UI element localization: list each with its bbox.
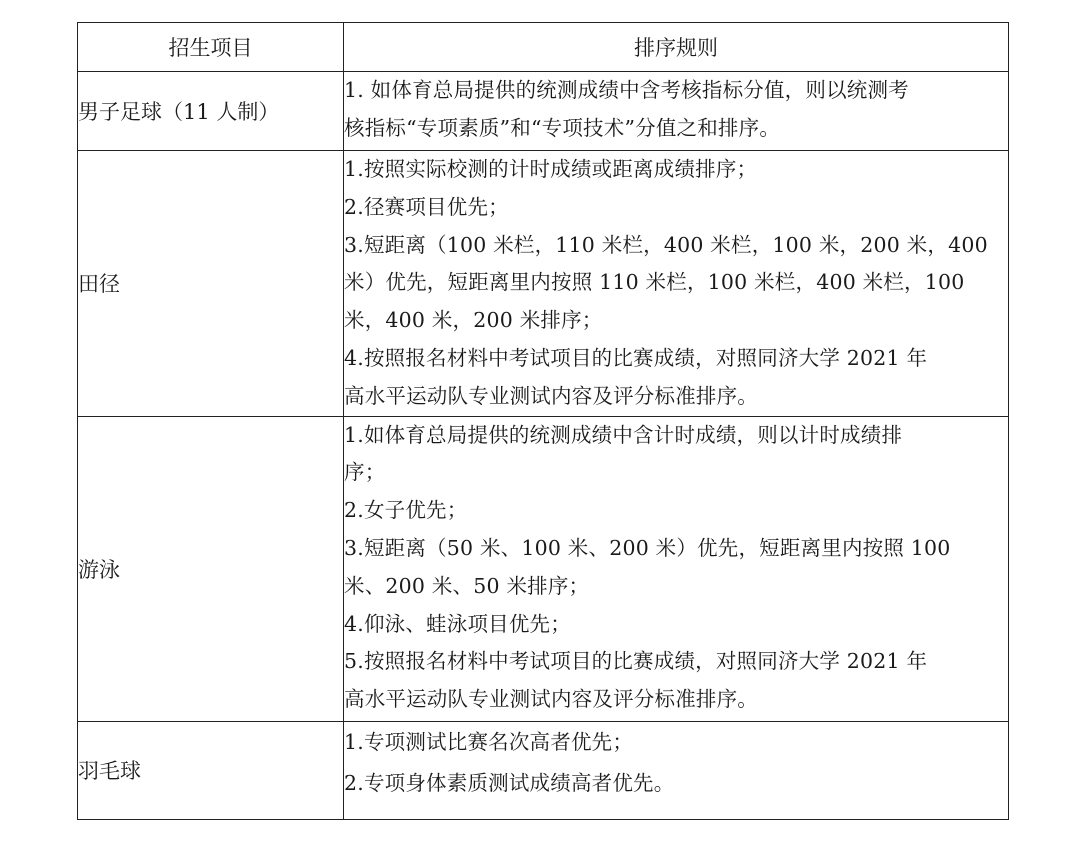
rule-line: 1.如体育总局提供的统测成绩中含计时成绩，则以计时成绩排 <box>344 422 903 447</box>
rule-line: 2.专项身体素质测试成绩高者优先。 <box>344 770 675 795</box>
rule-line: 3.短距离（100 米栏，110 米栏，400 米栏，100 米，200 米，400 <box>344 232 988 257</box>
rules-swimming <box>344 416 1009 721</box>
table-row <box>78 416 1009 721</box>
rule-line: 4.仰泳、蛙泳项目优先； <box>344 611 571 636</box>
table-row <box>78 151 1009 417</box>
header-project: 招生项目 <box>78 23 344 72</box>
rule-line: 1. 如体育总局提供的统测成绩中含考核指标分值，则以统测考 <box>344 78 909 102</box>
project-swimming: 游泳 <box>78 416 344 721</box>
header-ranking-rules: 排序规则 <box>344 23 1009 72</box>
table-row <box>78 72 1009 151</box>
rule-line: 2.女子优先； <box>344 498 468 523</box>
rules-football <box>344 72 1009 151</box>
project-football: 男子足球（11 人制） <box>78 72 344 151</box>
rule-line: 3.短距离（50 米、100 米、200 米）优先，短距离里内按照 100 <box>344 535 951 560</box>
rule-line: 米）优先，短距离里内按照 110 米栏，100 米栏，400 米栏，100 <box>344 270 965 295</box>
rule-line: 1.按照实际校测的计时成绩或距离成绩排序； <box>344 157 758 181</box>
rule-line: 高水平运动队专业测试内容及评分标准排序。 <box>344 383 758 408</box>
rule-line: 高水平运动队专业测试内容及评分标准排序。 <box>344 687 758 712</box>
table-header-row <box>78 23 1009 72</box>
project-badminton: 羽毛球 <box>78 721 344 819</box>
rules-badminton <box>344 721 1009 819</box>
rule-line: 序； <box>344 460 386 485</box>
rule-line: 米，400 米，200 米排序； <box>344 308 603 333</box>
enrollment-ranking-table <box>77 22 1009 820</box>
rule-line: 5.按照报名材料中考试项目的比赛成绩，对照同济大学 2021 年 <box>344 649 928 674</box>
project-track-and-field: 田径 <box>78 151 344 417</box>
rule-line: 1.专项测试比赛名次高者优先； <box>344 729 634 754</box>
rules-track-and-field <box>344 151 1009 417</box>
rule-line: 米、200 米、50 米排序； <box>344 573 590 598</box>
rule-line: 4.按照报名材料中考试项目的比赛成绩，对照同济大学 2021 年 <box>344 345 928 370</box>
table-row <box>78 721 1009 819</box>
rule-line: 核指标“专项素质”和“专项技术”分值之和排序。 <box>344 115 781 140</box>
rule-line: 2.径赛项目优先； <box>344 194 509 219</box>
